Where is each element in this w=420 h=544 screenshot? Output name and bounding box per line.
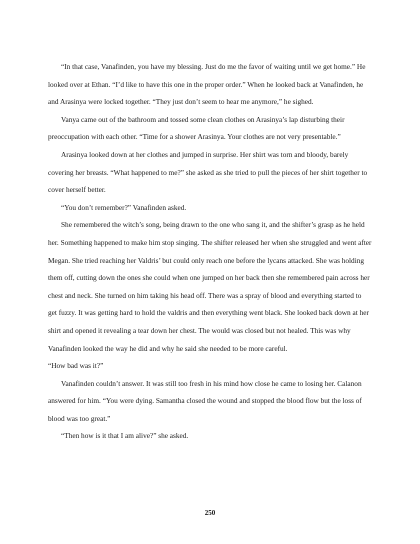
paragraph-1: “In that case, Vanafinden, you have my blessing. Just do me the favor of waiting until we get home.” He looked over at Ethan. “I’d like to have this one in the proper order.” When he looked back at Vanafinden, he and Arasinya were locked together. “They just don’t seem to hear me anymore,” he sighed.: [48, 62, 366, 107]
paragraph-2: Vanya came out of the bathroom and tossed some clean clothes on Arasinya’s lap disturbing their preoccupation with each other. “Time for a shower Arasinya. Your clothes are not very presentable.”: [48, 114, 345, 142]
body-text: [48, 58, 372, 445]
paragraph-4: “You don’t remember?” Vanafinden asked.: [61, 202, 187, 212]
paragraph-5: She remembered the witch’s song, being drawn to the one who sang it, and the shifter’s grasp as he held her. Something happened to make him stop singing. The shifter released her when she struggled and went after Megan. She tried reaching her Valdris’ but could only reach one before the lycans attacked. She was holding them off, cutting down the ones she could when one jumped on her back then she remembered pain across her chest and neck. She turned on him taking his head off. There was a spray of blood and everything started to get fuzzy. It was getting hard to hold the valdris and then everything went black. She looked back down at her shirt and opened it revealing a tear down her chest. The would was closed but not healed. This was why Vanafinden looked the way he did and why he said she needed to be more careful.: [48, 220, 372, 353]
paragraph-3: Arasinya looked down at her clothes and jumped in surprise. Her shirt was torn and bloody, barely covering her breasts. “What happened to me?” she asked as she tried to pull the pieces of her shirt together to cover herself better.: [48, 149, 368, 195]
page-number: 250: [204, 509, 216, 517]
paragraph-6: “How bad was it?”: [48, 361, 104, 371]
paragraph-7: Vanafinden couldn’t answer. It was still too fresh in his mind how close he came to losing her. Calanon answered for him. “You were dying. Samantha closed the wound and stopped the blood flow but the loss of blood was too great.”: [48, 378, 362, 423]
paragraph-8: “Then how is it that I am alive?” she asked.: [61, 431, 189, 441]
